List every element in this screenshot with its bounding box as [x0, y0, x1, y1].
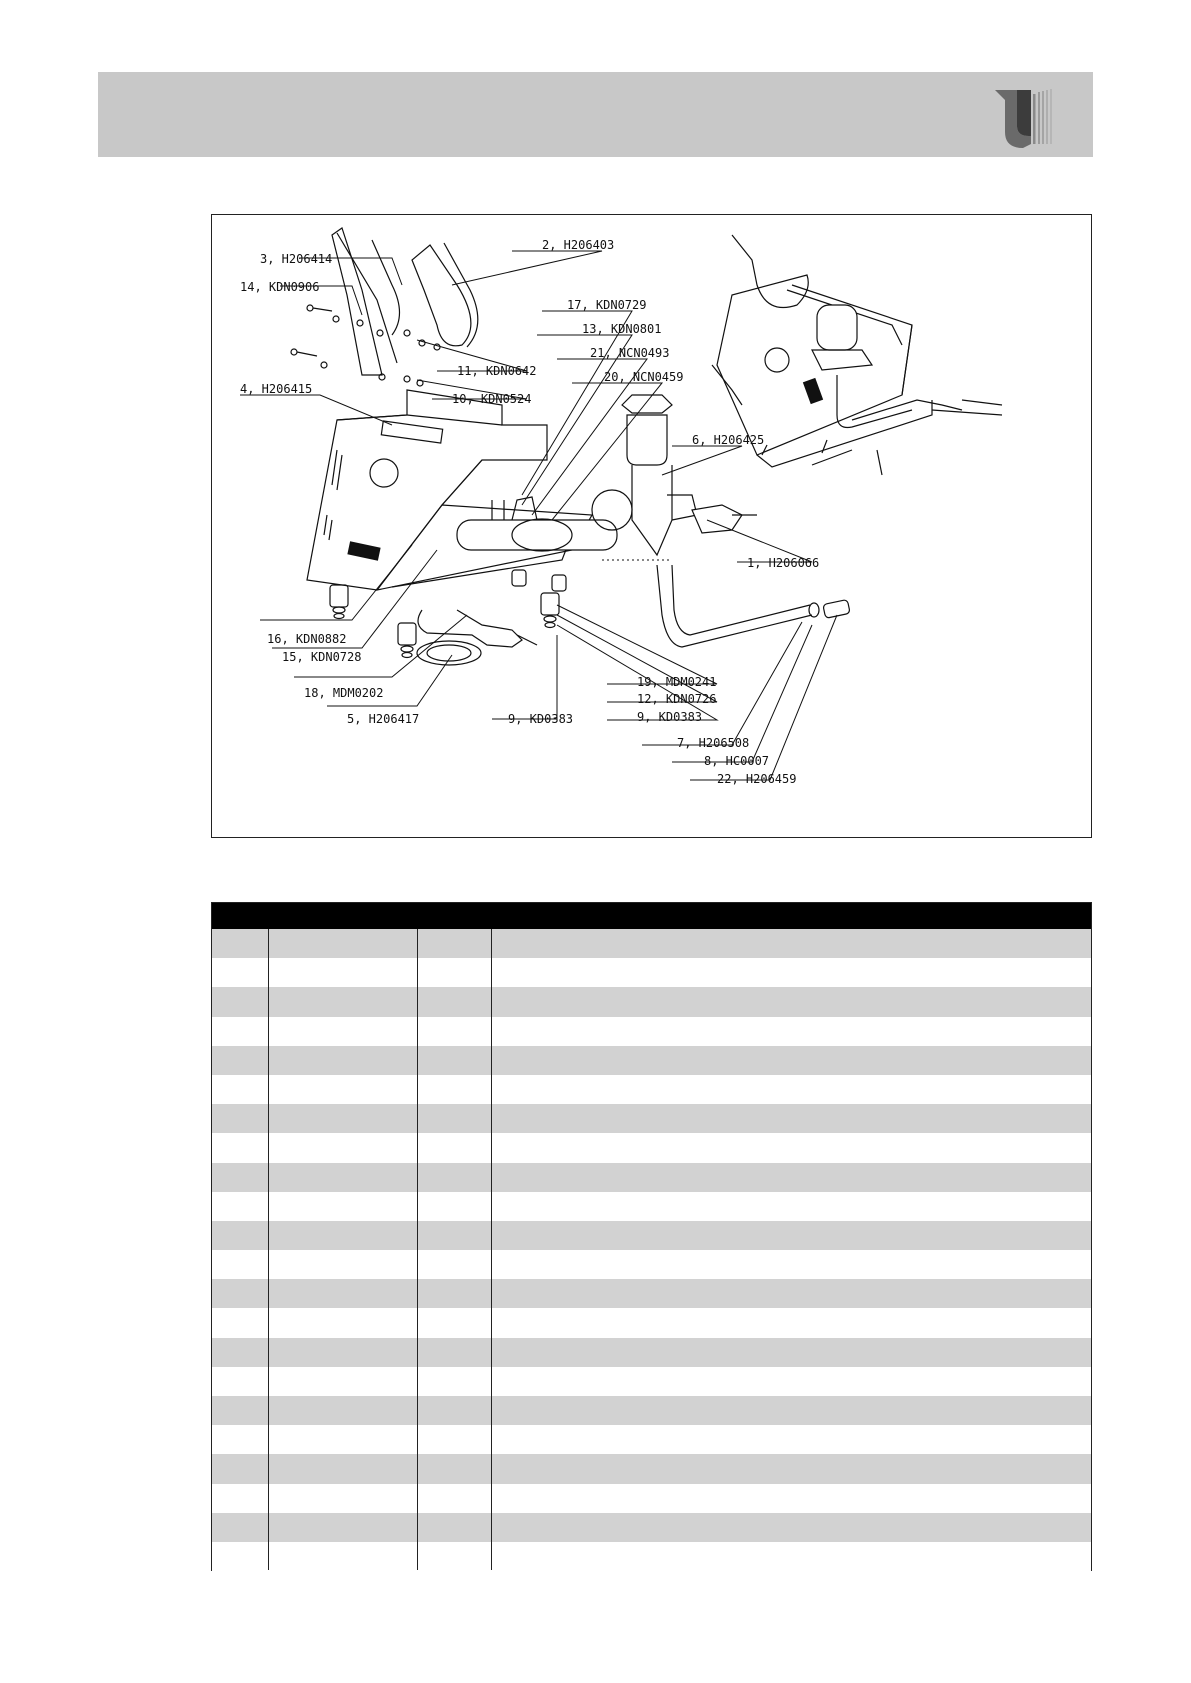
callout-14: 14, KDN0906 [240, 280, 320, 294]
table-row [212, 1396, 1091, 1425]
column-divider [417, 929, 418, 1570]
exploded-view-figure [211, 214, 1092, 838]
callout-7: 7, H206508 [677, 736, 750, 750]
table-row [212, 1221, 1091, 1250]
table-row [212, 1104, 1091, 1133]
table-row [212, 1484, 1091, 1513]
callout-9b: 9, KD0383 [637, 710, 703, 724]
callout-22: 22, H206459 [717, 772, 797, 786]
callout-21: 21, NCN0493 [590, 346, 670, 360]
table-header [212, 903, 1091, 929]
table-row [212, 1367, 1091, 1396]
table-row [212, 1192, 1091, 1221]
callout-20: 20, NCN0459 [604, 370, 684, 384]
exploded-view-drawing [212, 215, 1093, 839]
callout-10: 10, KDN0524 [452, 392, 532, 406]
brand-logo-icon [993, 88, 1075, 150]
table-body [212, 929, 1091, 1571]
table-row [212, 1308, 1091, 1337]
callout-2: 2, H206403 [542, 238, 615, 252]
table-row [212, 1279, 1091, 1308]
table-row [212, 1017, 1091, 1046]
table-row [212, 1163, 1091, 1192]
parts-table [211, 902, 1092, 1571]
callout-17: 17, KDN0729 [567, 298, 647, 312]
table-row [212, 1075, 1091, 1104]
callout-16: 16, KDN0882 [267, 632, 347, 646]
table-row [212, 1133, 1091, 1162]
callout-4: 4, H206415 [240, 382, 313, 396]
callout-18: 18, MDM0202 [304, 686, 384, 700]
column-divider [491, 929, 492, 1570]
table-row [212, 958, 1091, 987]
callout-12: 12, KDN0726 [637, 692, 717, 706]
table-row [212, 1338, 1091, 1367]
callout-15: 15, KDN0728 [282, 650, 362, 664]
callout-11: 11, KDN0642 [457, 364, 537, 378]
column-divider [268, 929, 269, 1570]
table-row [212, 929, 1091, 958]
page-header-bar [98, 72, 1093, 157]
table-row [212, 987, 1091, 1016]
table-row [212, 1046, 1091, 1075]
table-row [212, 1513, 1091, 1542]
callout-19: 19, MDM0241 [637, 675, 717, 689]
table-row [212, 1425, 1091, 1454]
table-row [212, 1250, 1091, 1279]
callout-6: 6, H206425 [692, 433, 765, 447]
table-row [212, 1542, 1091, 1571]
callout-9a: 9, KD0383 [508, 712, 574, 726]
callout-1: 1, H206066 [747, 556, 820, 570]
table-row [212, 1454, 1091, 1483]
callout-13: 13, KDN0801 [582, 322, 662, 336]
callout-5: 5, H206417 [347, 712, 420, 726]
callout-8: 8, HC0007 [704, 754, 770, 768]
callout-3: 3, H206414 [260, 252, 333, 266]
